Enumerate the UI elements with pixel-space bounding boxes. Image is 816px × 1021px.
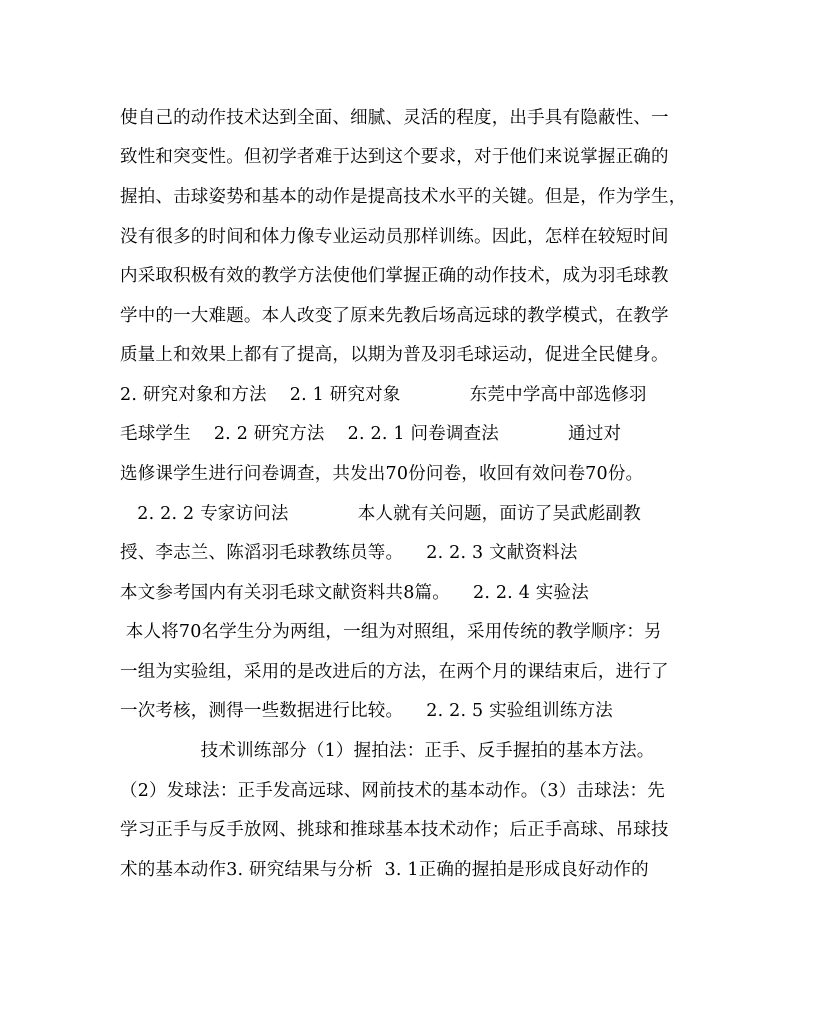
text-line: （2）发球法：正手发高远球、网前技术的基本动作。（3）击球法：先 bbox=[120, 781, 665, 801]
text-line: 术的基本动作3. 研究结果与分析 3. 1正确的握拍是形成良好动作的 bbox=[120, 860, 649, 880]
text-line: 本人将70名学生分为两组，一组为对照组，采用传统的教学顺序：另 bbox=[120, 622, 662, 642]
text-line: 一次考核，测得一些数据进行比较。 2. 2. 5 实验组训练方法 bbox=[120, 701, 613, 721]
text-line: 一组为实验组，采用的是改进后的方法，在两个月的课结束后，进行了 bbox=[120, 662, 669, 682]
text-line: 致性和突变性。但初学者难于达到这个要求，对于他们来说掌握正确的 bbox=[120, 147, 669, 167]
text-line: 2. 研究对象和方法 2. 1 研究对象 东莞中学高中部选修羽 bbox=[120, 385, 647, 405]
text-line: 技术训练部分（1）握拍法：正手、反手握拍的基本方法。 bbox=[120, 741, 655, 761]
text-line: 握拍、击球姿势和基本的动作是提高技术水平的关键。但是，作为学生， bbox=[120, 187, 687, 207]
text-line: 学中的一大难题。本人改变了原来先教后场高远球的教学模式，在教学 bbox=[120, 306, 669, 326]
text-line: 2. 2. 2 专家访问法 本人就有关问题，面访了吴武彪副教 bbox=[120, 504, 641, 524]
text-line: 没有很多的时间和体力像专业运动员那样训练。因此，怎样在较短时间 bbox=[120, 227, 669, 247]
text-line: 学习正手与反手放网、挑球和推球基本技术动作；后正手高球、吊球技 bbox=[120, 820, 669, 840]
text-line: 内采取积极有效的教学方法使他们掌握正确的动作技术，成为羽毛球教 bbox=[120, 266, 669, 286]
text-line: 授、李志兰、陈滔羽毛球教练员等。 2. 2. 3 文献资料法 bbox=[120, 543, 578, 563]
text-line: 选修课学生进行问卷调查，共发出70份问卷，收回有效问卷70份。 bbox=[120, 464, 644, 484]
text-line: 本文参考国内有关羽毛球文献资料共8篇。 2. 2. 4 实验法 bbox=[120, 583, 589, 603]
text-line: 使自己的动作技术达到全面、细腻、灵活的程度，出手具有隐蔽性、一 bbox=[120, 108, 669, 128]
text-line: 毛球学生 2. 2 研究方法 2. 2. 1 问卷调查法 通过对 bbox=[120, 424, 622, 444]
text-line: 质量上和效果上都有了提高，以期为普及羽毛球运动，促进全民健身。 bbox=[120, 345, 669, 365]
